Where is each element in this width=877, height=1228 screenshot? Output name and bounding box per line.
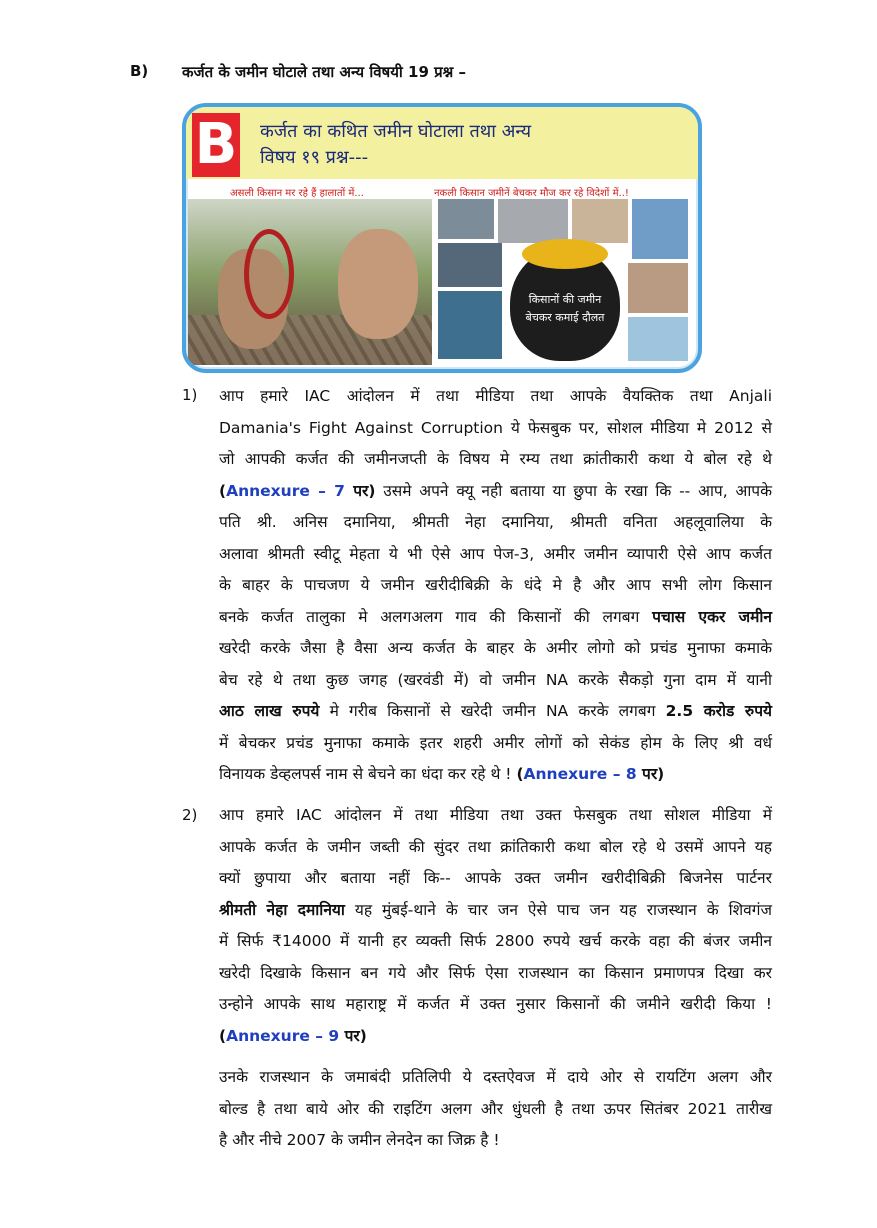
text-line: बेच रहे थे तथा कुछ जगह (खरवंडी में) वो जमीन NA करके सैकड़ो गुना दाम में यानी <box>219 670 772 689</box>
farmer-photo <box>188 199 432 365</box>
collage-photo <box>498 199 568 243</box>
item-2-paragraph <box>219 800 772 1052</box>
bold-phrase: श्रीमती नेहा दमानिया <box>219 900 345 919</box>
text-line: खरेदी करके जैसा है वैसा अन्य कर्जत के बाहर के अमीर लोगो को प्रचंड मुनाफा कमाके <box>219 639 772 657</box>
pot-caption <box>510 291 620 327</box>
banner-title-line2: विषय १९ प्रश्न--- <box>260 147 369 168</box>
text-line: क्यों छुपाया और बताया नहीं कि-- आपके उक्त जमीन खरीदीबिक्री बिजनेस पार्टनर <box>219 869 772 887</box>
annexure-ref: (Annexure – 9 पर) <box>219 1026 367 1045</box>
text-line: विनायक डेव्हलपर्स नाम से बेचने का धंदा कर रहे थे ! (Annexure – 8 पर) <box>219 765 665 783</box>
text-line: खरेदी दिखाके किसान बन गये और सिर्फ ऐसा राजस्थान का किसान प्रमाणपत्र दिखा कर <box>219 963 772 982</box>
annexure-ref: (Annexure – 8 पर) <box>516 765 665 783</box>
bold-phrase: 2.5 करोड रुपये <box>665 702 772 720</box>
banner-caption-left: असली किसान मर रहे हैं हालातों में... <box>230 188 364 199</box>
collage-photo <box>628 317 688 361</box>
text-line: के बाहर के पाचजण ये जमीन खरीदीबिक्री के धंदे मे है और आप सभी लोग किसान <box>219 576 772 594</box>
collage-photo <box>572 199 628 243</box>
noose-icon <box>244 229 294 319</box>
photo-collage <box>438 199 688 365</box>
item-number: 1) <box>182 386 198 404</box>
farmer-face-right <box>338 229 418 339</box>
banner-letter: B <box>192 113 240 177</box>
text-line: अलावा श्रीमती स्वीटू मेहता ये भी ऐसे आप पेज-3, अमीर जमीन व्यापारी ऐसे आप कर्जत <box>219 544 772 563</box>
banner-title-line1: कर्जत का कथित जमीन घोटाला तथा अन्य <box>260 121 532 142</box>
collage-photo <box>628 263 688 313</box>
text-line: है और नीचे 2007 के जमीन लेनदेन का जिक्र है ! <box>219 1131 500 1149</box>
money-pot <box>510 247 620 361</box>
text-line: श्रीमती नेहा दमानिया यह मुंबई-थाने के चार जन ऐसे पाच जन यह राजस्थान के शिवगंज <box>219 900 772 919</box>
collage-photo <box>438 243 502 287</box>
text-line: Damania's Fight Against Corruption ये फेसबुक पर, सोशल मीडिया मे 2012 से <box>219 418 772 437</box>
text-line: (Annexure – 7 पर) उसमे अपने क्यू नही बताया या छुपा के रखा कि -- आप, आपके <box>219 481 772 500</box>
banner-image <box>182 103 702 373</box>
text-line: बनके कर्जत तालुका मे अलगअलग गाव की किसानों की लगबग पचास एकर जमीन <box>219 607 772 626</box>
collage-photo <box>632 199 688 259</box>
text-line: आप हमारे IAC आंदोलन में तथा मीडिया तथा उक्त फेसबुक तथा सोशल मीडिया में <box>219 806 772 824</box>
collage-photo <box>438 199 494 239</box>
text-line: पति श्री. अनिस दमानिया, श्रीमती नेहा दमानिया, श्रीमती वनिता अहलूवालिया के <box>219 513 772 531</box>
text-line: बोल्ड है तथा बाये ओर की राइटिंग अलग और धुंधली है तथा ऊपर सितंबर 2021 तारीख <box>219 1099 772 1118</box>
bold-phrase: पचास एकर जमीन <box>652 607 772 626</box>
gold-coins-icon <box>522 239 608 269</box>
banner-title <box>260 119 531 171</box>
collage-photo <box>438 291 502 359</box>
text-line: आपके कर्जत के जमीन जब्ती की सुंदर तथा क्रांतिकारी कथा बोल रहे थे उसमें आपने यह <box>219 837 772 856</box>
section-label: B) <box>130 62 149 80</box>
item-1-paragraph <box>219 381 772 791</box>
text-line: आप हमारे IAC आंदोलन में तथा मीडिया तथा आपके वैयक्तिक तथा Anjali <box>219 387 772 405</box>
annexure-ref: (Annexure – 7 पर) <box>219 481 376 500</box>
pot-caption-line2: बेचकर कमाई दौलत <box>525 311 605 324</box>
section-title: कर्जत के जमीन घोटाले तथा अन्य विषयी 19 प्रश्न – <box>182 63 466 81</box>
banner-caption-right: नकली किसान जमीनें बेचकर मौज कर रहे विदेशों में..! <box>434 188 629 199</box>
text-line: जो आपकी कर्जत की जमीनजप्ती के विषय मे रम्य तथा क्रांतीकारी कथा ये बोल रहे थे <box>219 450 772 468</box>
item-number: 2) <box>182 806 198 824</box>
text-line: आठ लाख रुपये मे गरीब किसानों से खरेदी जमीन NA करके लगबग 2.5 करोड रुपये <box>219 702 772 720</box>
bold-phrase: आठ लाख रुपये <box>219 702 320 720</box>
text-line: उन्होने आपके साथ महाराष्ट्र में कर्जत में उक्त नुसार किसानों की जमीने खरीदी किया ! <box>219 995 772 1013</box>
text-line: में बेचकर प्रचंड मुनाफा कमाके इतर शहरी अमीर लोगों को सेकंड होम के लिए श्री वर्ध <box>219 733 772 752</box>
text-line: में सिर्फ ₹14000 में यानी हर व्यक्ती सिर्फ 2800 रुपये खर्च करके वहा की बंजर जमीन <box>219 932 772 950</box>
closing-paragraph <box>219 1062 772 1157</box>
pot-caption-line1: किसानों की जमीन <box>528 293 602 306</box>
text-line: उनके राजस्थान के जमाबंदी प्रतिलिपी ये दस्तऐवज में दाये ओर से रायटिंग अलग और <box>219 1068 772 1086</box>
